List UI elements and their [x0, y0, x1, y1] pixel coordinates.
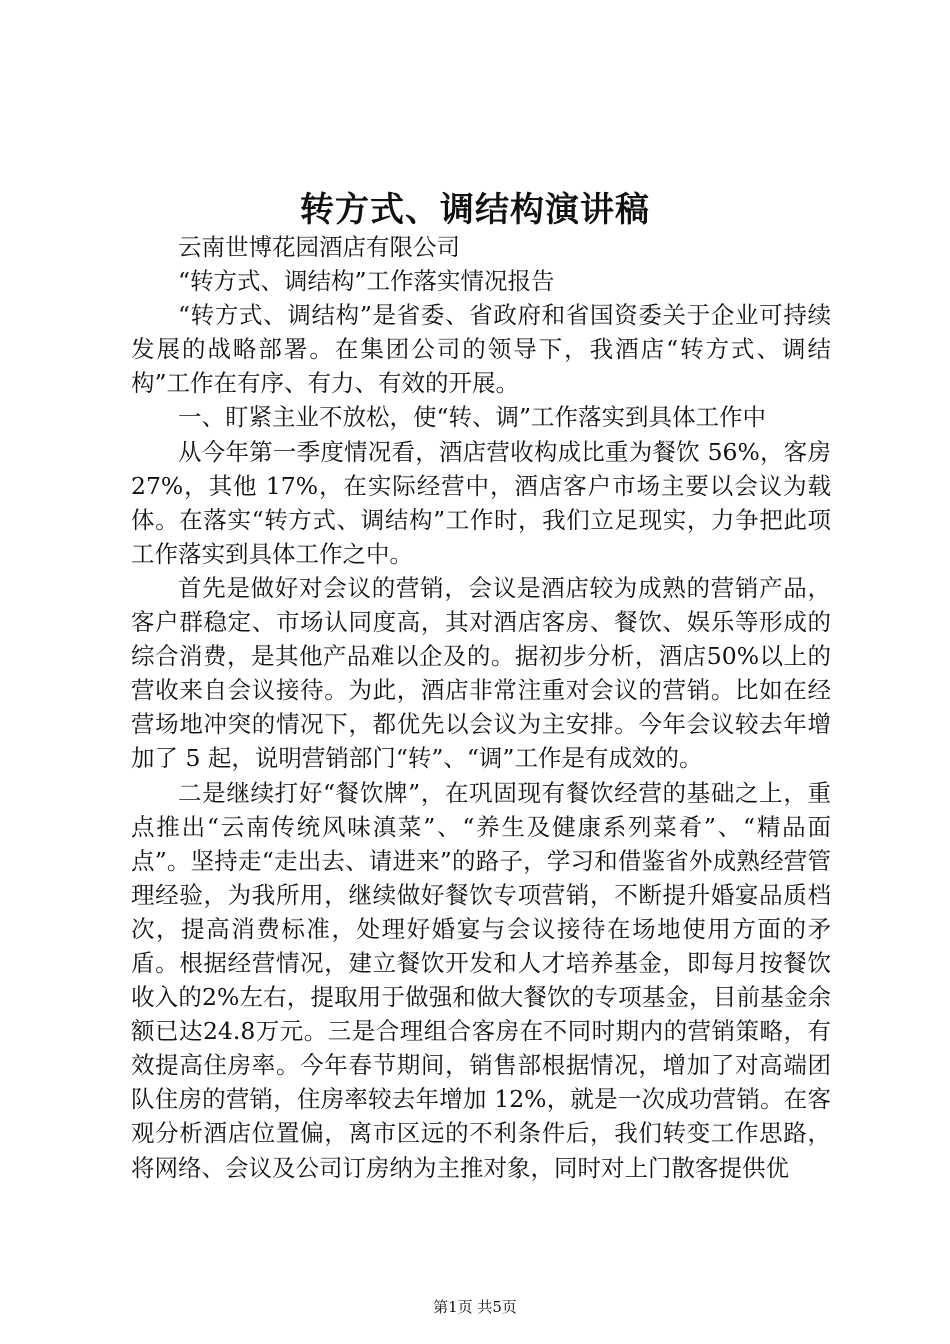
company-name-paragraph: 云南世博花园酒店有限公司	[178, 233, 460, 261]
intro-paragraph: “转方式、调结构”是省委、省政府和省国资委关于企业可持续发展的战略部署。在集团公司的领导下，我酒店“转方式、调结构”工作在有序、有力、有效的开展。	[131, 301, 831, 398]
page-footer: 第1页 共5页	[433, 1298, 517, 1316]
document-title: 转方式、调结构演讲稿	[300, 190, 650, 230]
document-body	[131, 230, 831, 1185]
report-title-paragraph: “转方式、调结构”工作落实情况报告	[178, 267, 555, 296]
revenue-paragraph: 从今年第一季度情况看，酒店营收构成比重为餐饮 56%，客房 27%，其他 17%，在实际经营中，酒店客户市场主要以会议为载体。在落实“转方式、调结构”工作时，我们立足现实，力争把此项工作落实到具体工作之中。	[131, 437, 831, 568]
section-heading-1: 一、盯紧主业不放松，使“转、调”工作落实到具体工作中	[178, 403, 767, 432]
meeting-marketing-paragraph: 首先是做好对会议的营销，会议是酒店较为成熟的营销产品，客户群稳定、市场认同度高，其对酒店客房、餐饮、娱乐等形成的综合消费，是其他产品难以企及的。据初步分析，酒店50%以上的营收来自会议接待。为此，酒店非常注重对会议的营销。比如在经营场地冲突的情况下，都优先以会议为主安排。今年会议较去年增加了 5 起，说明营销部门“转”、“调”工作是有成效的。	[131, 573, 831, 773]
catering-paragraph: 二是继续打好“餐饮牌”，在巩固现有餐饮经营的基础之上，重点推出“云南传统风味滇菜”、“养生及健康系列菜肴”、“精品面点”。坚持走“走出去、请进来”的路子，学习和借鉴省外成熟经营管理经验，为我所用，继续做好餐饮专项营销，不断提升婚宴品质档次，提高消费标准，处理好婚宴与会议接待在场地使用方面的矛盾。根据经营情况，建立餐饮开发和人才培养基金，即每月按餐饮收入的2%左右，提取用于做强和做大餐饮的专项基金，目前基金余额已达24.8万元。三是合理组合客房在不同时期内的营销策略，有效提高住房率。今年春节期间，销售部根据情况，增加了对高端团队住房的营销，住房率较去年增加 12%，就是一次成功营销。在客观分析酒店位置偏，离市区远的不利条件后，我们转变工作思路，将网络、会议及公司订房纳为主推对象，同时对上门散客提供优	[131, 778, 831, 1182]
